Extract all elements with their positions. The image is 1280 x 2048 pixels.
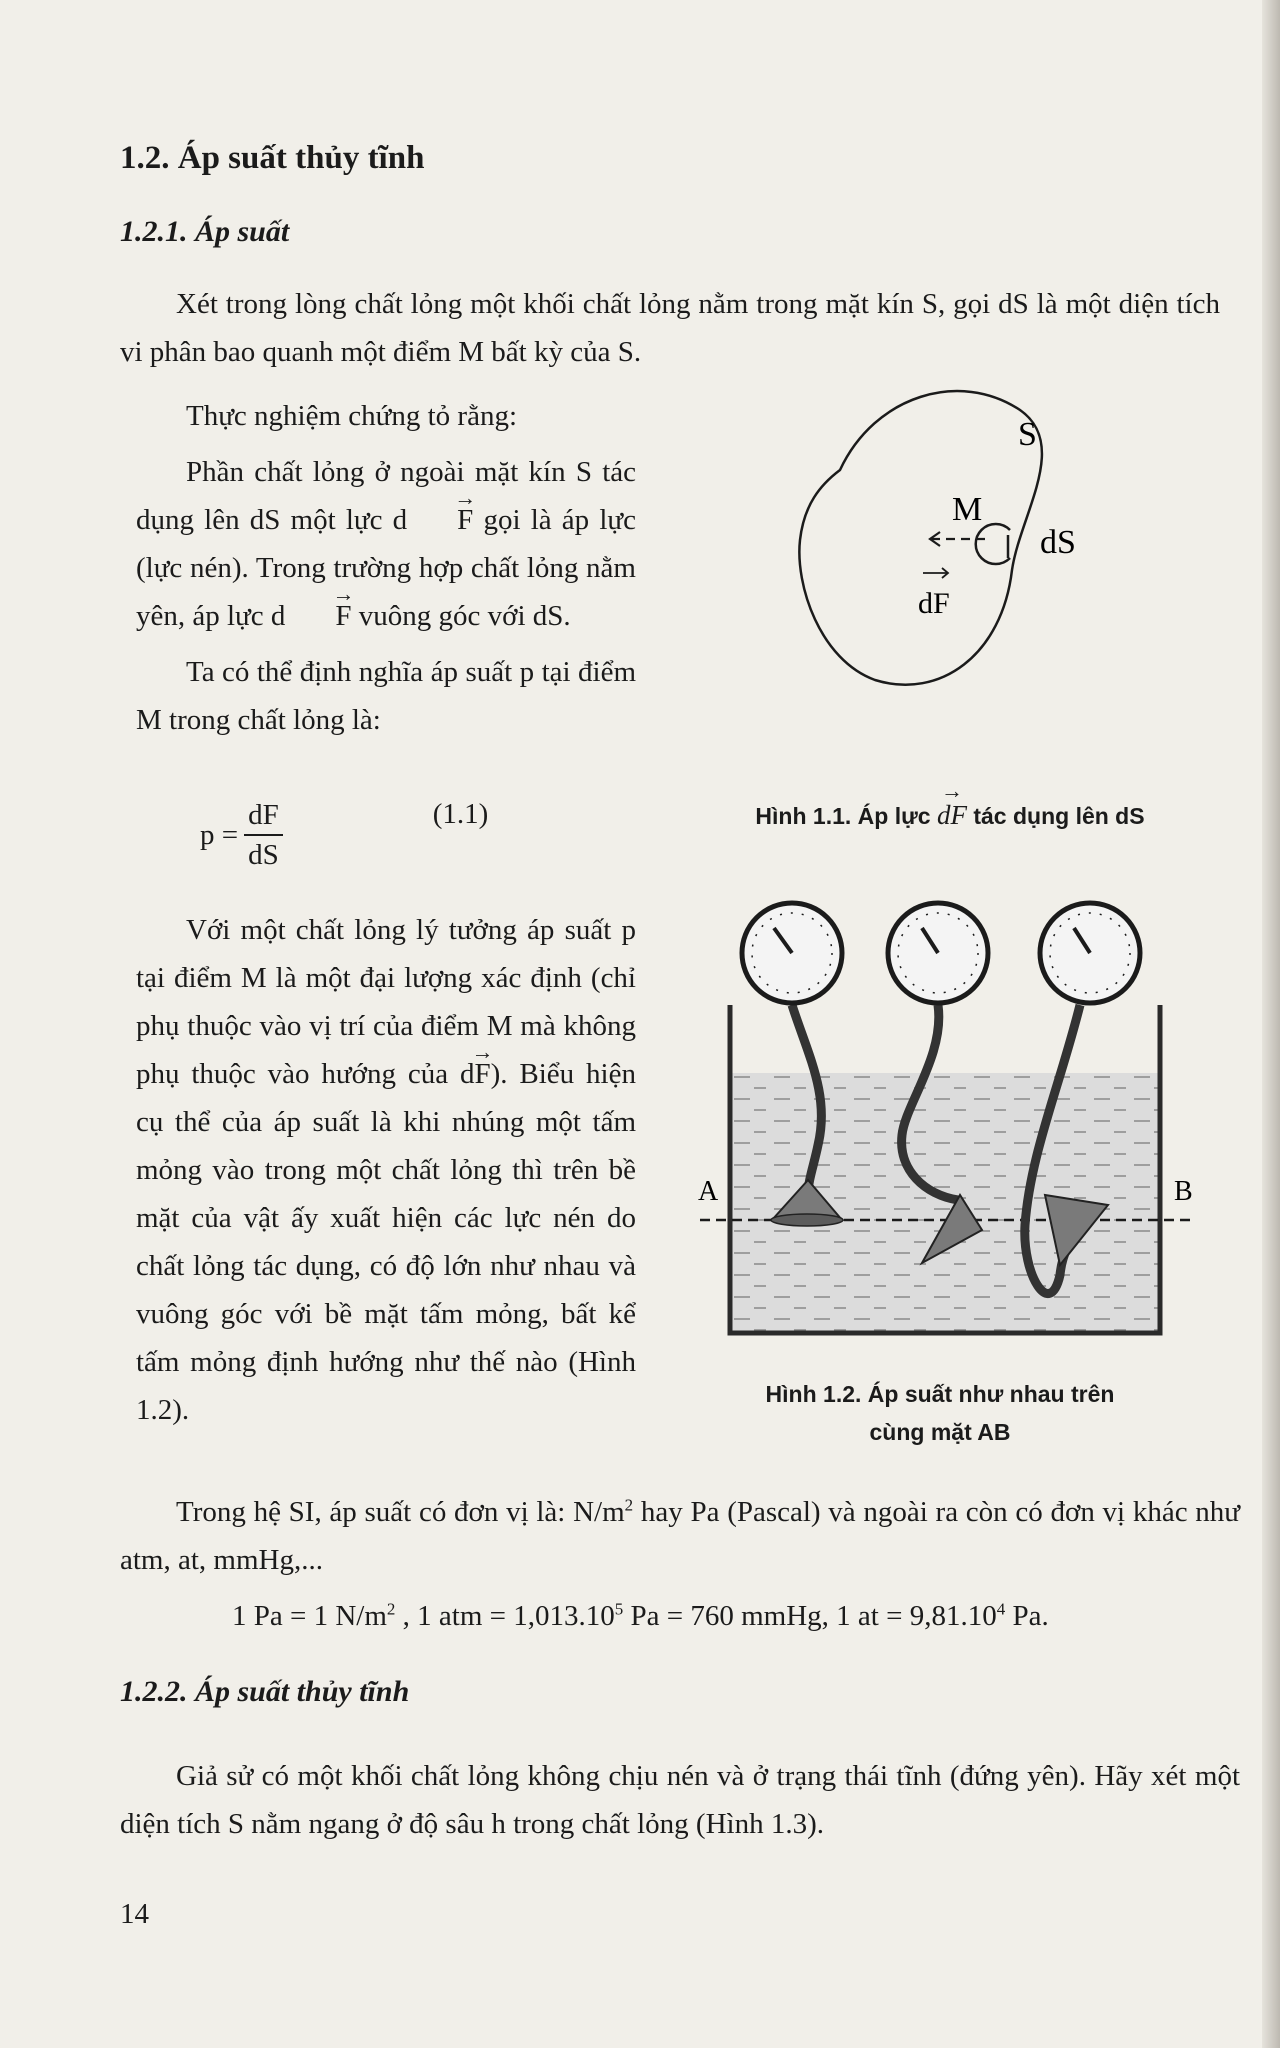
formula-fraction [244,796,283,874]
paragraph-ideal-fluid [136,906,636,1434]
label-dF: dF [918,587,950,620]
label-S: S [1018,416,1037,453]
section-title: 1.2. Áp suất thủy tĩnh [120,140,425,176]
vector-F: → F [407,496,473,544]
figure-1-1 [780,375,1160,715]
text-segment: Pa. [1005,1600,1049,1632]
subsection-title-1: 1.2.1. Áp suất [120,215,290,248]
figure-1-2 [690,895,1200,1355]
element-dS [976,524,1010,564]
formula-denominator: dS [248,839,279,871]
page-edge-shadow [1262,0,1280,2048]
superscript: 5 [614,1599,624,1619]
page-number: 14 [120,1898,149,1930]
units-conversion-line [232,1600,1049,1633]
superscript: 4 [996,1599,1006,1619]
text-segment: hay Pa (Pascal) và ngoài ra còn có đơn vị khác như atm, at, mmHg,... [120,1496,1241,1576]
caption-vector-dF: → dF [937,800,967,831]
gauge-1 [742,903,842,1003]
formula-numerator: dF [244,796,283,836]
formula-number: (1.1) [432,798,489,830]
caption-text: Hình 1.1. Áp lực [755,803,937,829]
label-A: A [698,1176,719,1207]
caption-line-2: cùng mặt AB [869,1419,1011,1445]
text-segment: Phần chất lỏng ở ngoài mặt kín S tác dụng lên dS một lực d [136,456,636,536]
text-segment: gọi là áp lực (lực nén). Trong trường hợp chất lỏng nằm yên, áp lực d [136,504,636,632]
superscript: 2 [624,1495,634,1515]
caption-text: tác dụng lên dS [966,803,1145,829]
paragraph-definition: Ta có thể định nghĩa áp suất p tại điểm M trong chất lỏng là: [136,656,636,736]
formula-1-1 [200,796,488,874]
label-B: B [1174,1176,1193,1207]
closed-surface-S [799,391,1042,685]
text-segment: 1 Pa = 1 N/m [232,1600,387,1632]
paragraph-si-units [120,1488,1240,1584]
paragraph-force [136,448,636,640]
intro-paragraph: Xét trong lòng chất lỏng một khối chất lỏng nằm trong mặt kín S, gọi dS là một diện tích vi phân bao quanh một điểm M bất kỳ của S. [120,288,1220,368]
cone-1-base [771,1214,843,1226]
vector-F: → F [474,1050,490,1098]
paragraph-experiment: Thực nghiệm chứng tỏ rằng: [186,400,518,432]
caption-line-1: Hình 1.2. Áp suất như nhau trên [765,1381,1115,1407]
text-segment: vuông góc với dS. [351,600,571,632]
subsection-title-2: 1.2.2. Áp suất thủy tĩnh [120,1675,410,1708]
gauge-3 [1040,903,1140,1003]
vector-F: → F [285,592,351,640]
paragraph-hydrostatic: Giả sử có một khối chất lỏng không chịu nén và ở trạng thái tĩnh (đứng yên). Hãy xét một diện tích S nằm ngang ở độ sâu h trong chất lỏng (Hình 1.3). [120,1760,1240,1840]
text-segment: , 1 atm = 1,013.10 [395,1600,615,1632]
label-dS: dS [1040,524,1076,561]
label-M: M [952,491,983,528]
left-column [136,392,636,752]
text-segment: Với một chất lỏng lý tưởng áp suất p tại điểm M là một đại lượng xác định (chỉ phụ thuộc vào vị trí của điểm M mà không phụ thuộc vào hướng của d [136,914,636,1090]
text-segment: Trong hệ SI, áp suất có đơn vị là: N/m [176,1496,625,1528]
text-segment: Pa = 760 mmHg, 1 at = 9,81.10 [623,1600,997,1632]
figure-1-2-caption [700,1375,1180,1451]
gauge-2 [888,903,988,1003]
superscript: 2 [386,1599,396,1619]
figure-1-1-caption [700,800,1200,831]
formula-lhs: p = [200,818,239,851]
text-segment: ). Biểu hiện cụ thể của áp suất là khi nhúng một tấm mỏng vào trong một chất lỏng thì trên bề mặt của vật ấy xuất hiện các lực nén do chất lỏng tác dụng, có độ lớn như nhau và vuông góc với bề mặt tấm mỏng, bất kể tấm mỏng định hướng như thế nào (Hình 1.2). [136,1058,636,1426]
